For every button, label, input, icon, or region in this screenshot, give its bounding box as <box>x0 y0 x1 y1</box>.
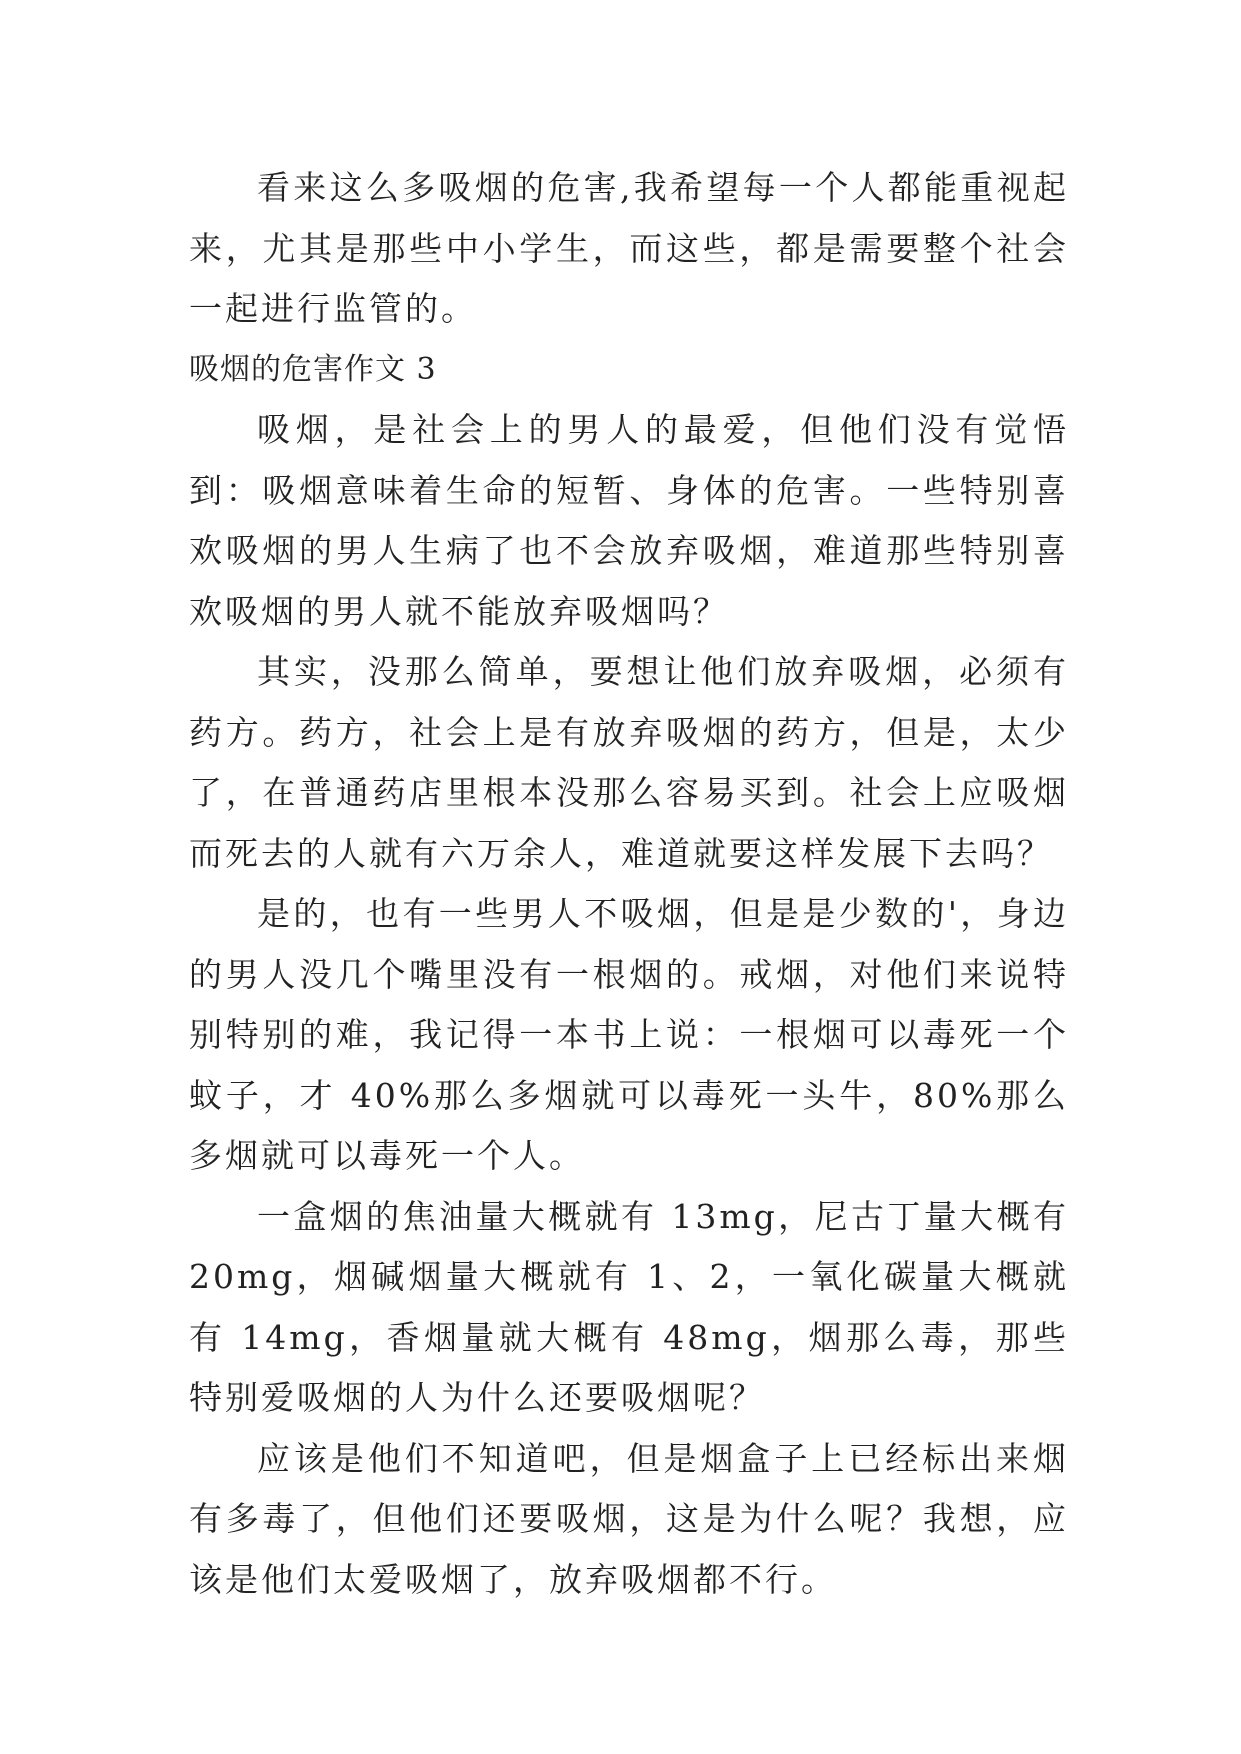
paragraph-5: 应该是他们不知道吧，但是烟盒子上已经标出来烟有多毒了，但他们还要吸烟，这是为什么呢？我想，应该是他们太爱吸烟了，放弃吸烟都不行。 <box>189 1438 1069 1599</box>
section-title: 吸烟的危害作文 3 <box>189 351 437 387</box>
paragraph-4: 一盒烟的焦油量大概就有 13mg，尼古丁量大概有 20mg，烟碱烟量大概就有 1、2，一氧化碳量大概就有 14mg，香烟量就大概有 48mg，烟那么毒，那些特别爱吸烟的人为什么还要吸烟呢？ <box>189 1196 1069 1417</box>
paragraph-1: 吸烟，是社会上的男人的最爱，但他们没有觉悟到：吸烟意味着生命的短暂、身体的危害。一些特别喜欢吸烟的男人生病了也不会放弃吸烟，难道那些特别喜欢吸烟的男人就不能放弃吸烟吗？ <box>189 410 1069 631</box>
intro-paragraph: 看来这么多吸烟的危害,我希望每一个人都能重视起来，尤其是那些中小学生，而这些，都是需要整个社会一起进行监管的。 <box>189 168 1069 328</box>
document-body <box>189 158 1069 1610</box>
paragraph-2: 其实，没那么简单，要想让他们放弃吸烟，必须有药方。药方，社会上是有放弃吸烟的药方，但是，太少了，在普通药店里根本没那么容易买到。社会上应吸烟而死去的人就有六万余人，难道就要这样发展下去吗？ <box>189 652 1069 873</box>
paragraph-3: 是的，也有一些男人不吸烟，但是是少数的'，身边的男人没几个嘴里没有一根烟的。戒烟，对他们来说特别特别的难，我记得一本书上说：一根烟可以毒死一个蚊子，才 40%那么多烟就可以毒死一头牛，80%那么多烟就可以毒死一个人。 <box>189 894 1069 1175</box>
